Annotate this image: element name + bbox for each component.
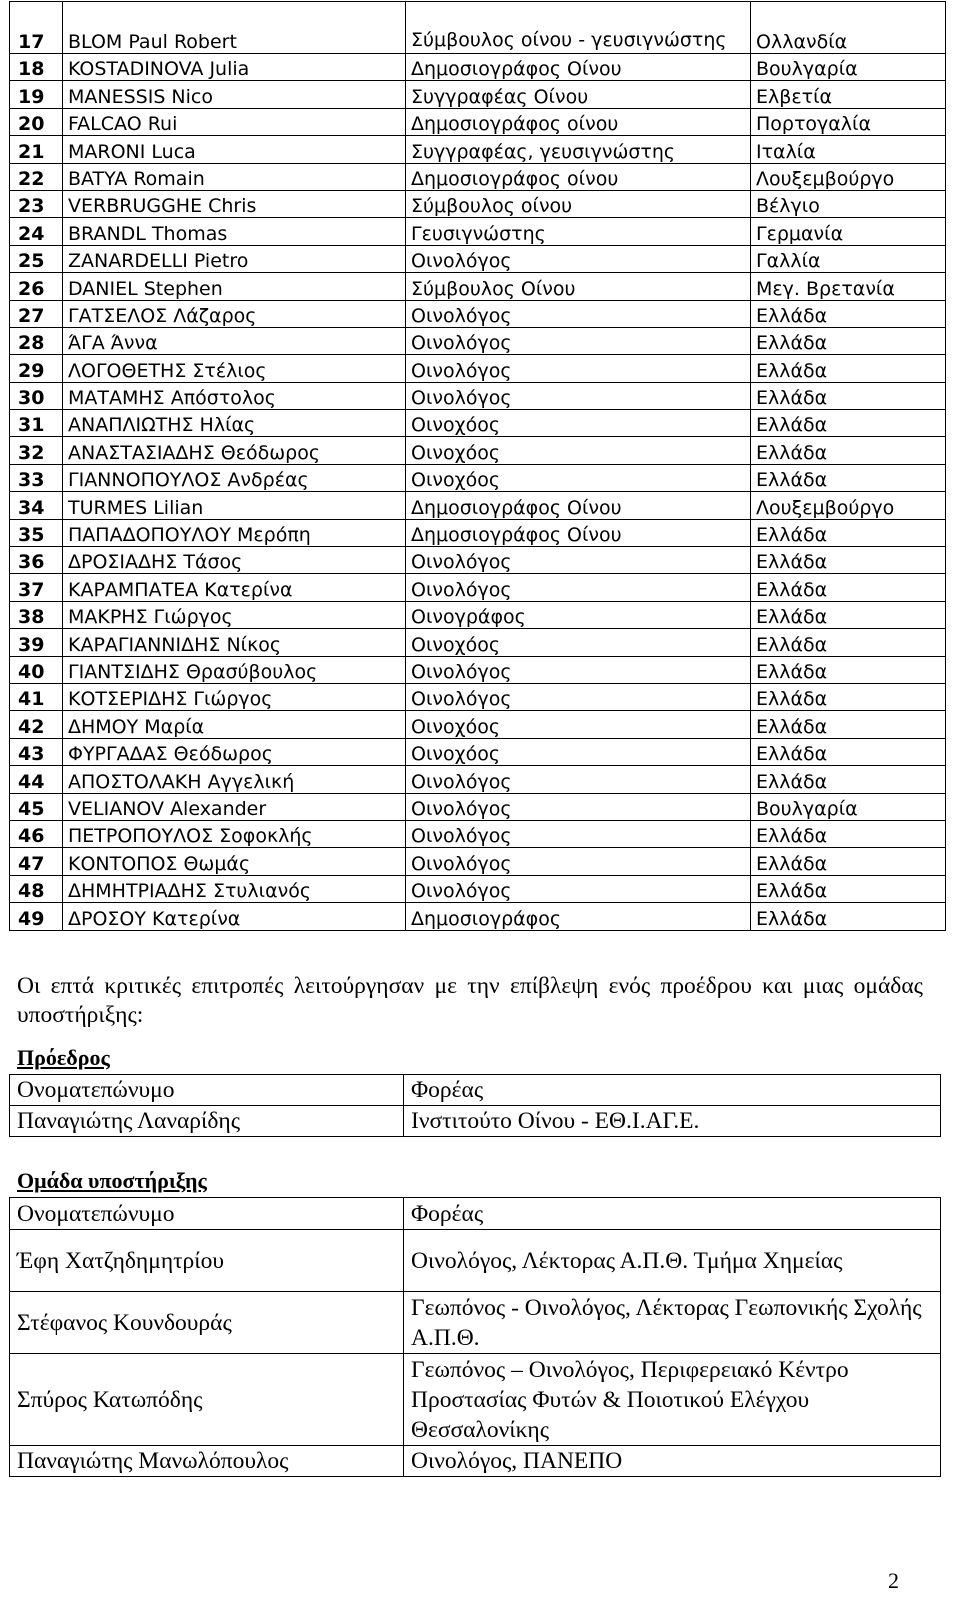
judge-country: Ιταλία — [751, 136, 946, 163]
judge-name: ZANARDELLI Pietro — [63, 245, 406, 272]
judge-role: Δημοσιογράφος — [406, 903, 751, 930]
judge-role: Οινολόγος — [406, 820, 751, 847]
judge-country: Λουξεμβούργο — [751, 492, 946, 519]
judge-row — [10, 683, 946, 710]
person-name: Παναγιώτης Λαναρίδης — [10, 1106, 404, 1137]
judge-number: 42 — [10, 711, 63, 738]
judge-role: Δημοσιογράφος Οίνου — [406, 54, 751, 81]
judge-country: Πορτογαλία — [751, 108, 946, 135]
person-name: Έφη Χατζηδημητρίου — [10, 1230, 404, 1292]
table-row — [10, 1292, 941, 1354]
judge-role: Δημοσιογράφος Οίνου — [406, 492, 751, 519]
judge-role: Συγγραφέας Οίνου — [406, 81, 751, 108]
judge-row — [10, 738, 946, 765]
person-org: Γεωπόνος - Οινολόγος, Λέκτορας Γεωπονικής Σχολής Α.Π.Θ. — [404, 1292, 941, 1354]
person-name: Σπύρος Κατωπόδης — [10, 1354, 404, 1446]
judge-country: Βουλγαρία — [751, 54, 946, 81]
judge-role: Οινολόγος — [406, 793, 751, 820]
judge-role: Οινολόγος — [406, 547, 751, 574]
judge-row — [10, 218, 946, 245]
judge-role: Δημοσιογράφος Οίνου — [406, 519, 751, 546]
judge-country: Ελλάδα — [751, 738, 946, 765]
judge-name: ΑΝΑΣΤΑΣΙΑΔΗΣ Θεόδωρος — [63, 437, 406, 464]
judge-name: DANIEL Stephen — [63, 273, 406, 300]
judge-role: Σύμβουλος οίνου - γευσιγνώστης — [406, 2, 751, 54]
judge-number: 40 — [10, 656, 63, 683]
judge-row — [10, 300, 946, 327]
support-table — [9, 1197, 941, 1477]
judge-country: Ελλάδα — [751, 574, 946, 601]
judge-name: ΚΑΡΑΓΙΑΝΝΙΔΗΣ Νίκος — [63, 629, 406, 656]
judge-name: ΔΡΟΣΟΥ Κατερίνα — [63, 903, 406, 930]
judge-role: Οινοχόος — [406, 738, 751, 765]
judge-name: TURMES Lilian — [63, 492, 406, 519]
judge-country: Ελλάδα — [751, 820, 946, 847]
judge-country: Λουξεμβούργο — [751, 163, 946, 190]
judge-country: Ελλάδα — [751, 437, 946, 464]
judge-country: Ελλάδα — [751, 683, 946, 710]
judge-role: Γευσιγνώστης — [406, 218, 751, 245]
judge-row — [10, 848, 946, 875]
judge-row — [10, 547, 946, 574]
judge-row — [10, 81, 946, 108]
judge-row — [10, 327, 946, 354]
judge-country: Ελλάδα — [751, 382, 946, 409]
judge-country: Ολλανδία — [751, 2, 946, 54]
judge-number: 30 — [10, 382, 63, 409]
judge-role: Οινοχόος — [406, 464, 751, 491]
judge-name: ΦΥΡΓΑΔΑΣ Θεόδωρος — [63, 738, 406, 765]
judge-country: Ελβετία — [751, 81, 946, 108]
judge-name: ΓΙΑΝΝΟΠΟΥΛΟΣ Ανδρέας — [63, 464, 406, 491]
judge-role: Οινοχόος — [406, 437, 751, 464]
judge-row — [10, 711, 946, 738]
judge-name: ΠΕΤΡΟΠΟΥΛΟΣ Σοφοκλής — [63, 820, 406, 847]
judge-number: 43 — [10, 738, 63, 765]
judge-name: ΔΗΜΟΥ Μαρία — [63, 711, 406, 738]
judge-role: Δημοσιογράφος οίνου — [406, 163, 751, 190]
judge-role: Οινολόγος — [406, 683, 751, 710]
judge-number: 18 — [10, 54, 63, 81]
judge-row — [10, 820, 946, 847]
judge-number: 17 — [10, 2, 63, 54]
judge-country: Ελλάδα — [751, 766, 946, 793]
judge-row — [10, 875, 946, 902]
judge-country: Ελλάδα — [751, 547, 946, 574]
judge-row — [10, 793, 946, 820]
judge-country: Γερμανία — [751, 218, 946, 245]
judge-country: Βουλγαρία — [751, 793, 946, 820]
judge-role: Οινοχόος — [406, 629, 751, 656]
judge-role: Οινολόγος — [406, 327, 751, 354]
judge-role: Οινολόγος — [406, 875, 751, 902]
judge-country: Ελλάδα — [751, 327, 946, 354]
judge-name: ΔΡΟΣΙΑΔΗΣ Τάσος — [63, 547, 406, 574]
column-header-org: Φορέας — [404, 1075, 941, 1106]
judge-role: Δημοσιογράφος οίνου — [406, 108, 751, 135]
judge-name: ΜΑΤΑΜΗΣ Απόστολος — [63, 382, 406, 409]
judge-number: 44 — [10, 766, 63, 793]
president-section-title: Πρόεδρος — [17, 1045, 110, 1070]
judge-country: Ελλάδα — [751, 601, 946, 628]
judge-country: Ελλάδα — [751, 355, 946, 382]
judge-number: 37 — [10, 574, 63, 601]
judge-row — [10, 492, 946, 519]
judge-name: BRANDL Thomas — [63, 218, 406, 245]
judge-country: Βέλγιο — [751, 190, 946, 217]
judge-row — [10, 437, 946, 464]
table-row — [10, 1230, 941, 1292]
judge-role: Οινογράφος — [406, 601, 751, 628]
judges-table — [9, 1, 946, 931]
table-row — [10, 1354, 941, 1446]
judge-country: Ελλάδα — [751, 656, 946, 683]
judge-row — [10, 273, 946, 300]
judge-row — [10, 108, 946, 135]
judge-row — [10, 629, 946, 656]
judge-row — [10, 355, 946, 382]
judge-row — [10, 54, 946, 81]
judges-table-body — [10, 2, 946, 931]
judge-number: 23 — [10, 190, 63, 217]
judge-name: ΓΙΑΝΤΣΙΔΗΣ Θρασύβουλος — [63, 656, 406, 683]
judge-name: ΑΠΟΣΤΟΛΑΚΗ Αγγελική — [63, 766, 406, 793]
judge-role: Οινολόγος — [406, 574, 751, 601]
judge-role: Οινολόγος — [406, 656, 751, 683]
judge-name: VERBRUGGHE Chris — [63, 190, 406, 217]
judge-number: 28 — [10, 327, 63, 354]
judge-country: Ελλάδα — [751, 519, 946, 546]
judge-row — [10, 519, 946, 546]
person-name: Στέφανος Κουνδουράς — [10, 1292, 404, 1354]
judge-name: KOSTADINOVA Julia — [63, 54, 406, 81]
judge-number: 49 — [10, 903, 63, 930]
judge-name: VELIANOV Alexander — [63, 793, 406, 820]
judge-country: Μεγ. Βρετανία — [751, 273, 946, 300]
intro-paragraph: Οι επτά κριτικές επιτροπές λειτούργησαν με την επίβλεψη ενός προέδρου και μιας ομάδας υποστήριξης: — [17, 973, 923, 1028]
judge-country: Ελλάδα — [751, 875, 946, 902]
judge-number: 24 — [10, 218, 63, 245]
judge-country: Ελλάδα — [751, 629, 946, 656]
support-section-title: Ομάδα υποστήριξης — [17, 1168, 207, 1193]
judge-name: ΛΟΓΟΘΕΤΗΣ Στέλιος — [63, 355, 406, 382]
judge-name: MARONI Luca — [63, 136, 406, 163]
judge-number: 25 — [10, 245, 63, 272]
judge-number: 26 — [10, 273, 63, 300]
judge-number: 31 — [10, 410, 63, 437]
judge-role: Οινολόγος — [406, 300, 751, 327]
table-row — [10, 1446, 941, 1477]
judge-row — [10, 382, 946, 409]
president-header-row — [10, 1075, 941, 1106]
column-header-name: Ονοματεπώνυμο — [10, 1075, 404, 1106]
judge-name: BLOM Paul Robert — [63, 2, 406, 54]
judge-number: 32 — [10, 437, 63, 464]
judge-number: 35 — [10, 519, 63, 546]
judge-number: 20 — [10, 108, 63, 135]
judge-role: Οινολόγος — [406, 766, 751, 793]
judge-name: ΠΑΠΑΔΟΠΟΥΛΟΥ Μερόπη — [63, 519, 406, 546]
judge-country: Ελλάδα — [751, 848, 946, 875]
judge-role: Οινολόγος — [406, 382, 751, 409]
support-header-row — [10, 1198, 941, 1230]
judge-number: 36 — [10, 547, 63, 574]
judge-role: Σύμβουλος οίνου — [406, 190, 751, 217]
judge-name: ΓΑΤΣΕΛΟΣ Λάζαρος — [63, 300, 406, 327]
judge-row — [10, 136, 946, 163]
judge-name: ΑΝΑΠΛΙΩΤΗΣ Ηλίας — [63, 410, 406, 437]
judge-number: 29 — [10, 355, 63, 382]
judge-number: 41 — [10, 683, 63, 710]
judge-country: Γαλλία — [751, 245, 946, 272]
judge-number: 38 — [10, 601, 63, 628]
judge-number: 34 — [10, 492, 63, 519]
judge-row — [10, 163, 946, 190]
judge-number: 45 — [10, 793, 63, 820]
judge-name: ΜΑΚΡΗΣ Γιώργος — [63, 601, 406, 628]
judge-country: Ελλάδα — [751, 410, 946, 437]
judge-row — [10, 903, 946, 930]
judge-number: 47 — [10, 848, 63, 875]
judge-row — [10, 766, 946, 793]
judge-country: Ελλάδα — [751, 711, 946, 738]
judge-row — [10, 601, 946, 628]
judge-role: Οινοχόος — [406, 711, 751, 738]
judge-country: Ελλάδα — [751, 464, 946, 491]
person-org: Ινστιτούτο Οίνου - ΕΘ.Ι.ΑΓ.Ε. — [404, 1106, 941, 1137]
judge-role: Συγγραφέας, γευσιγνώστης — [406, 136, 751, 163]
judge-name: MANESSIS Nico — [63, 81, 406, 108]
judge-number: 19 — [10, 81, 63, 108]
judge-row — [10, 2, 946, 54]
column-header-org: Φορέας — [404, 1198, 941, 1230]
judge-row — [10, 464, 946, 491]
person-org: Γεωπόνος – Οινολόγος, Περιφερειακό Κέντρο Προστασίας Φυτών & Ποιοτικού Ελέγχου Θεσσαλονίκης — [404, 1354, 941, 1446]
judge-name: ΚΑΡΑΜΠΑΤΕΑ Κατερίνα — [63, 574, 406, 601]
judge-number: 21 — [10, 136, 63, 163]
judge-name: ΆΓΑ Άννα — [63, 327, 406, 354]
judge-number: 27 — [10, 300, 63, 327]
judge-role: Οινολόγος — [406, 355, 751, 382]
judge-number: 48 — [10, 875, 63, 902]
judge-name: ΔΗΜΗΤΡΙΑΔΗΣ Στυλιανός — [63, 875, 406, 902]
judge-number: 39 — [10, 629, 63, 656]
judge-role: Οινολόγος — [406, 848, 751, 875]
judge-role: Οινοχόος — [406, 410, 751, 437]
page-number: 2 — [888, 1568, 899, 1593]
judge-row — [10, 574, 946, 601]
judge-number: 46 — [10, 820, 63, 847]
judge-name: ΚΟΤΣΕΡΙΔΗΣ Γιώργος — [63, 683, 406, 710]
judge-role: Οινολόγος — [406, 245, 751, 272]
person-org: Οινολόγος, Λέκτορας Α.Π.Θ. Τμήμα Χημείας — [404, 1230, 941, 1292]
judge-row — [10, 190, 946, 217]
table-row — [10, 1106, 941, 1137]
judge-name: ΚΟΝΤΟΠΟΣ Θωμάς — [63, 848, 406, 875]
judge-number: 22 — [10, 163, 63, 190]
judge-row — [10, 410, 946, 437]
judge-name: BATYA Romain — [63, 163, 406, 190]
judge-country: Ελλάδα — [751, 300, 946, 327]
judge-role: Σύμβουλος Οίνου — [406, 273, 751, 300]
judge-row — [10, 656, 946, 683]
judge-number: 33 — [10, 464, 63, 491]
judge-country: Ελλάδα — [751, 903, 946, 930]
president-table — [9, 1074, 941, 1137]
judge-name: FALCAO Rui — [63, 108, 406, 135]
person-org: Οινολόγος, ΠΑΝΕΠΟ — [404, 1446, 941, 1477]
column-header-name: Ονοματεπώνυμο — [10, 1198, 404, 1230]
judge-row — [10, 245, 946, 272]
person-name: Παναγιώτης Μανωλόπουλος — [10, 1446, 404, 1477]
